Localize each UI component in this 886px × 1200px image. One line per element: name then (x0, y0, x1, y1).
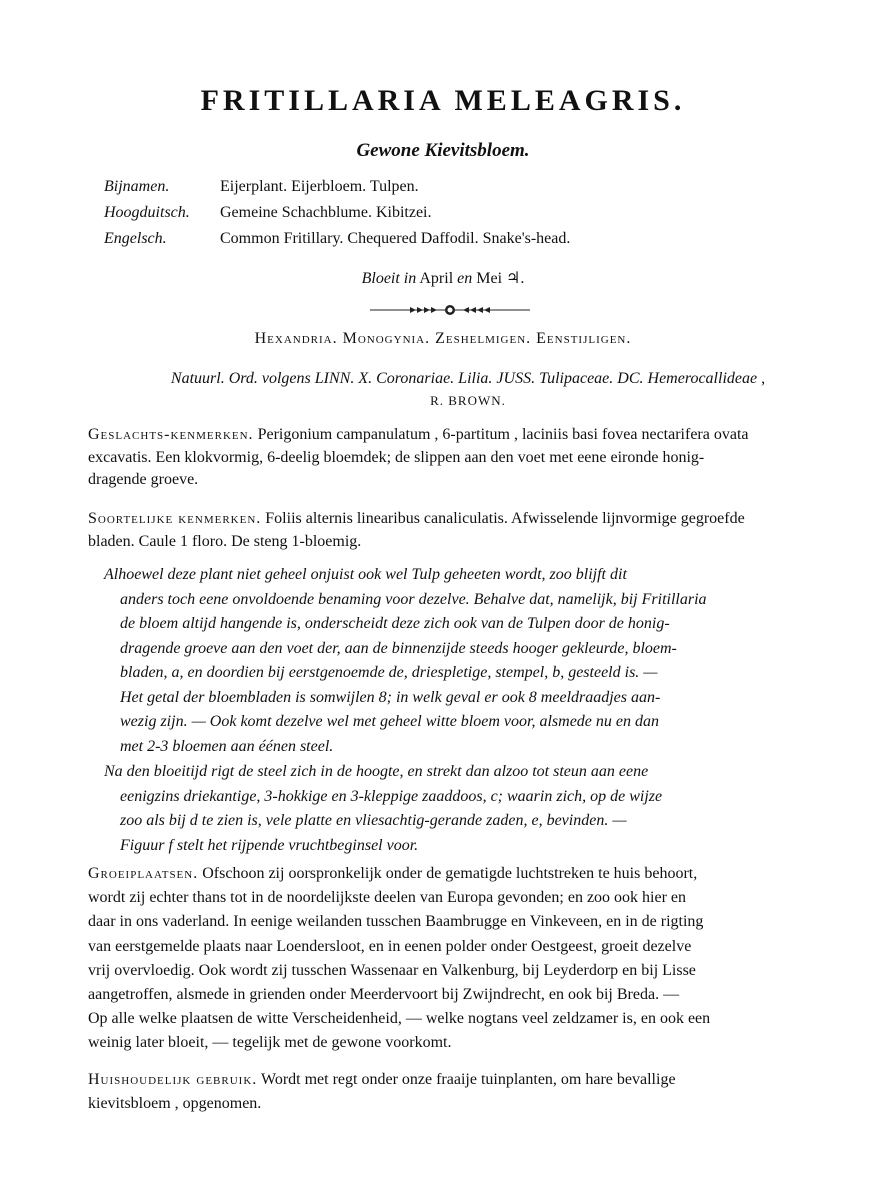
synonym-label: Engelsch. (104, 230, 167, 247)
household-use-section (88, 1068, 850, 1116)
text-line: Wordt met regt onder onze fraaije tuinplanten, om hare bevallige (261, 1071, 676, 1088)
synonym-row (104, 204, 431, 222)
text-line: wezig zijn. — Ook komt dezelve wel met geheel witte bloem voor, alsmede nu en dan (120, 713, 659, 730)
note-paragraph (104, 760, 846, 858)
natural-order-author: R. BROWN. (430, 393, 506, 408)
text-line: met 2-3 bloemen aan éénen steel. (120, 737, 334, 755)
text-line: dragende groeve. (88, 471, 199, 488)
bloom-period (0, 268, 886, 288)
bloom-connector: en (457, 270, 473, 287)
text-line: de bloem altijd hangende is, onderscheidt deze zich ook van de Tulpen door de honig- (120, 615, 670, 632)
section-heading: Groeiplaatsen. (88, 865, 199, 882)
section-heading: Huishoudelijk gebruik. (88, 1071, 258, 1088)
section-heading: Geslachts-kenmerken. (88, 426, 254, 443)
text-line: Figuur f stelt het rijpende vruchtbeginsel voor. (120, 836, 419, 854)
text-line: vrij overvloedig. Ook wordt zij tusschen Wassenaar en Valkenburg, bij Leyderdorp en bij Lisse (88, 961, 696, 979)
text-line: Foliis alternis linearibus canaliculatis. Afwisselende lijnvormige gegroefde (265, 510, 745, 527)
natural-order (88, 368, 848, 412)
species-characters (88, 508, 850, 553)
perennial-symbol: ♃. (506, 270, 525, 287)
text-line: van eerstgemelde plaats naar Loendersloot, en in eenen polder onder Oestgeest, groeit dezelve (88, 937, 692, 955)
page-title: FRITILLARIA MELEAGRIS. (200, 84, 686, 117)
text-line: kievitsbloem , opgenomen. (88, 1095, 262, 1112)
text-line: zoo als bij d te zien is, vele platte en vliesachtig-gerande zaden, e, bevinden. — (120, 812, 627, 829)
text-line: Alhoewel deze plant niet geheel onjuist ook wel Tulp geheeten wordt, zoo blijft dit (104, 566, 627, 583)
bloom-prefix: Bloeit in (361, 270, 417, 287)
synonym-value: Gemeine Schachblume. Kibitzei. (220, 204, 432, 221)
habitat-section (88, 862, 850, 1056)
note-paragraph (104, 563, 846, 759)
classification: Hexandria. Monogynia. Zeshelmigen. Eenstijligen. (254, 330, 632, 347)
text-line: bladen, a, en doordien bij eerstgenoemde de, driespletige, stempel, b, gesteeld is. — (120, 664, 658, 681)
text-line: excavatis. Een klokvormig, 6-deelig bloemdek; de slippen aan den voet met eene eironde honig- (88, 448, 705, 466)
text-line: Perigonium campanulatum , 6-partitum , laciniis basi fovea nectarifera ovata (257, 426, 749, 443)
synonym-row (104, 178, 419, 196)
section-heading: Soortelijke kenmerken. (88, 510, 262, 527)
text-line: daar in ons vaderland. In eenige weilanden tusschen Baambrugge en Vinkeveen, en in de rigting (88, 913, 704, 931)
text-line: Ofschoon zij oorspronkelijk onder de gematigde luchtstreken te huis behoort, (202, 865, 698, 882)
text-line: wordt zij echter thans tot in de noordelijkste deelen van Europa gevonden; en zoo ook hier en (88, 889, 687, 907)
text-line: aangetroffen, alsmede in grienden onder Meerdervoort bij Zwijndrecht, en ook bij Breda. — (88, 986, 680, 1004)
synonym-row (104, 230, 570, 248)
text-line: weinig later bloeit, — tegelijk met de gewone voorkomt. (88, 1034, 452, 1052)
text-line: Op alle welke plaatsen de witte Verscheidenheid, — welke nogtans veel zeldzamer is, en ook een (88, 1010, 711, 1028)
synonym-label: Bijnamen. (104, 178, 170, 195)
bloom-month: Mei (476, 270, 503, 287)
synonym-value: Common Fritillary. Chequered Daffodil. Snake's-head. (220, 230, 571, 247)
natural-order-line: Natuurl. Ord. volgens LINN. X. Coronariae. Lilia. JUSS. Tulipaceae. DC. Hemerocallideae , (170, 370, 766, 387)
genus-characters (88, 424, 850, 492)
text-line: Het getal der bloembladen is somwijlen 8; in welk geval er ook 8 meeldraadjes aan- (120, 688, 661, 706)
text-line: dragende groeve aan den voet der, aan de binnenzijde steeds hooger gekleurde, bloem- (120, 639, 677, 657)
synonym-value: Eijerplant. Eijerbloem. Tulpen. (220, 178, 419, 195)
text-line: anders toch eene onvoldoende benaming voor dezelve. Behalve dat, namelijk, bij Fritillaria (120, 590, 707, 608)
bloom-month: April (419, 270, 454, 287)
ornament-divider-icon (370, 302, 530, 318)
text-line: bladen. Caule 1 floro. De steng 1-bloemig. (88, 532, 362, 550)
text-line: Na den bloeitijd rigt de steel zich in de hoogte, en strekt dan alzoo tot steun aan eene (104, 763, 649, 780)
text-line: eenigzins driekantige, 3-hokkige en 3-kleppige zaaddoos, c; waarin zich, op de wijze (120, 787, 663, 805)
page-subtitle: Gewone Kievitsbloem. (356, 140, 530, 161)
synonym-label: Hoogduitsch. (104, 204, 190, 221)
